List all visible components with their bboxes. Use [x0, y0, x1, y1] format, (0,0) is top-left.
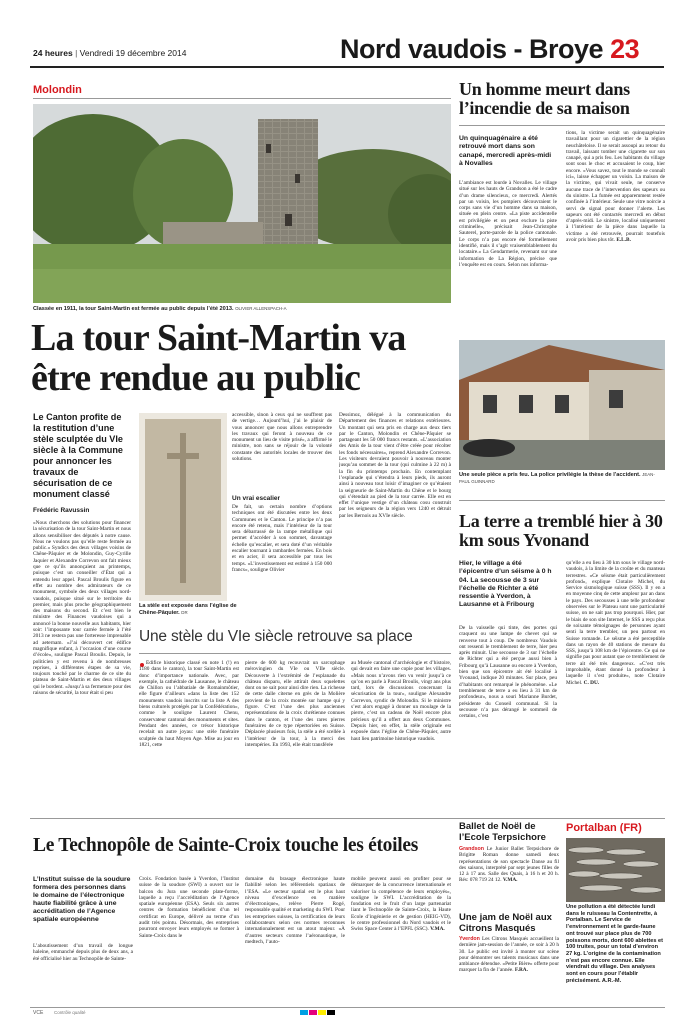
techno-lead: L’Institut suisse de la soudure formera des personnes dans le domaine de l’électronique haute fiabilité grâce à une accréditation de l’Agence spatiale européenne	[33, 876, 131, 924]
tower-illustration	[33, 104, 451, 303]
house-credit: JEAN-PAUL GUINNARD	[459, 472, 655, 484]
kicker-molondin: Molondin	[33, 84, 82, 96]
techno-col1: L’aboutissement d’un travail de longue haleine, emmanché depuis plus de deux ans, a été officialisé hier au Technopôle de Sainte-	[33, 943, 133, 962]
color-bar	[300, 1010, 335, 1015]
techno-col4	[351, 876, 451, 988]
subhead-escalier: Un vrai escalier	[232, 495, 281, 502]
quake-col2-text: qu’elle a eu lieu à 30 km sous le village nord-vaudois, à la limite de la croûte et du manteau terrestres. «Ce séisme était particulièrement profond», explique Clotaire Michel, du Service sismologique suisse (SSS). Il y en a en moyenne cinq de cette ampleur par an dans le pays. Des secousses à une telle profondeur observées sur le Plateau sont une particularité suisse, on ne sait pas trop pourquoi. Hier, par le biais de son site Internet, le SSS a reçu plus de soixante témoignages de personnes ayant senti la terre trembler, un peu partout en Suisse romande. Le séisme a été perceptible dans un rayon de 40 stations de mesure du SSS, jusqu’à 108 km de l’épicentre. Ce qui ne signifie pas pour autant que ce tremblement de terre ait été très dangereux. «C’est très improbable, étant donné la profondeur à laquelle il s’est produite», note Clotaire Michel.	[566, 560, 665, 686]
portalban-text: Une pollution a été détectée lundi dans le ruisseau la Contentrette, à Portalban. Le Service de l’environnement et le garde-faune ont trouvé sur place plus de 700 poissons morts, dont 600 ablettes et 100 truites, pour un total d’environ 27 kg. L’origine de la contamination n’est pas encore connue. Elle viendrait du village. Des analyses sont en cours pour l’établir précisément.	[566, 904, 663, 984]
footer-quality: Contrôle qualité	[54, 1010, 86, 1015]
brief2-place: Yverdon	[459, 936, 480, 942]
stele-box-col1: Édifice historique classé en note 1 (!) en 1180 dans le canton), la tour Saint-Martin est donc d’importance nationale. Avec, par exemple, la cathédrale de Lausanne, le château de Chillon ou l’abbatiale de Romainmôtier, elle figure d’ailleurs «dans la liste des 152 monuments vaudois inscrits sur la liste A des biens culturels protégés par la Confédération», comme le souligne Laurent Chenu, conservateur cantonal des monuments et sites. Pendant des années, ce trésor historique recelait un autre joyau: une stèle funéraire sculptée du haut Moyen Age. Mise au jour en 1821, cette	[139, 660, 239, 748]
brief2-title: Une jam de Noël aux Citrons Masqués	[459, 912, 552, 934]
fire-lead: Un quinquagénaire a été retrouvé mort dans son canapé, mercredi après-midi à Novalles	[459, 135, 552, 167]
main-col3: Dessimoz, délégué à la communication du Département des finances et relations extérieures. Un montant qui sera pris en charge aux deux tiers par le Canton, Molondin et Chêne-Pâquier se partageant les 50 000 francs restants. «L’association des Amis de la tour vient d’être créée pour récolter les fonds nécessaires», reprend Alexandre Correvon. Les visiteurs devraient pouvoir à nouveau monter jusqu’au sommet de la tour (qui culmine à 22 m) à la fin du printemps prochain. En contemplant l’esplanade qui s’étendra à leurs pieds, ils auront ainsi à nouveau tout loisir d’imaginer ce qu’étaient la seigneurie de Saint-Martin du Chêne et le bourg qui s’étendait au pied de la tour carrée. Elle est en effet l’unique vestige d’un château cosu construit par les seigneurs de la région vers 1240 et détruit par les Bernois au XVIe siècle.	[339, 412, 451, 519]
issue-date: Vendredi 19 décembre 2014	[79, 48, 187, 58]
quake-lead: Hier, le village a été l’épicentre d’un séisme à 0 h 04. La secousse de 3 sur l’échelle de Richter a été ressentie à Yverdon, à Lausanne et à Fribourg	[459, 560, 552, 609]
portalban-kicker: Portalban (FR)	[566, 822, 642, 834]
house-illustration	[459, 340, 665, 470]
techno-signature: V.MA.	[430, 926, 445, 933]
brief2-text: Les Citrons Masqués accueillent la dernière jam-session de l’année, ce soir à 20 h 30. Le public est invité à monter sur scène pour démontrer ses talents musicaux dans une ambiance détendue. «Petite Bière» offerte pour marquer la fin de l’année.	[459, 936, 559, 974]
fire-signature: E.L.B.	[616, 237, 631, 244]
footer-code: VCE	[33, 1010, 44, 1016]
techno-col2: Croix. Fondation basée à Yverdon, l’Institut suisse de la soudure (SWI) a ouvert sur le balcon du Jura une seconde plate-forme, laquelle a reçu l’accréditation de l’Agence spatiale européenne (ESA). Seuls six autres centres de formation bénéficient d’un tel certificat en Europe, délivré au terme d’un audit très pointu. Désormais, des entreprises pourront envoyer leurs employés se former à Sainte-Croix dans le	[139, 876, 239, 939]
quake-headline: La terre a tremblé hier à 30 km sous Yvonand	[459, 511, 663, 550]
stele-box-title: Une stèle du VIe siècle retrouve sa place	[139, 628, 413, 645]
house-photo	[459, 340, 665, 470]
stele-illustration	[139, 413, 227, 601]
paper-name: 24 heures	[33, 48, 73, 58]
brief1-title: Ballet de Noël de l’Ecole Terpsichore	[459, 821, 546, 843]
fire-col1: L’ambiance est lourde à Novalles. Le village situé sur les hauts de Grandson a été le cadre d’un drame silencieux, ce mercredi. Alertés par un voisin, les pompiers découvraient le corps sans vie d’un homme dans sa maison, située en plein centre. «La piste accidentelle est privilégiée et on peut exclure la piste criminelle», précisait Jean-Christophe Sauterel, porte-parole de la police cantonale. Le corps n’a pas encore été formellement identifié, mais il s’agit vraisemblablement du locataire.» La Gendarmerie, revenant sur une information de La Région, précise que l’enquête est en cours. Selon nos informa-	[459, 180, 557, 268]
section-title: Nord vaudois - Broye	[340, 34, 604, 64]
tower-photo	[33, 104, 451, 303]
main-col1: «Nous cherchons des solutions pour financer la sécurisation de la tour Saint-Martin et nous allons sensibiliser des députés à notre cause. Nous ne voulons pas qu’elle reste fermée au public.» Syndics des deux villages voisins de Chêne-Pâquier et de Molondin, Guy-Cyrille Jaquier et Alexandre Correvon ont fait mieux que ce qu’ils annonçaient au printemps, puisque c’est un conseiller d’État qui a entendu leur appel. Pascal Broulis figure en effet au nombre des admirateurs de ce monument, symbole des deux villages nord-vaudois, puisque situé sur le territoire du premier, mais plus proche géographiquement des maisons du second. Et c’est bien le ministre des Finances vaudoises qui a annoncé la bonne nouvelle aux habitants, hier soir: l’imposante tour carrée fermée à l’été 2013 ne restera pas une forteresse imprenable ad aeternam. «J’ai découvert cet édifice magnifique enfant, à l’occasion d’une course d’école», souligne Pascal Broulis. Depuis, le politicien y est revenu à de nombreuses reprises, à différentes étapes de sa vie, toujours touché par le charme de ce site du plateau de Saint-Martin et des deux villages qui le bordent. «Jusqu’à sa fermeture pour des raisons de sécurité, la tour était si peu	[33, 520, 131, 697]
brief1-signature: V.MA.	[502, 877, 518, 884]
stele-caption	[139, 603, 239, 616]
techno-col4-text: mobile peuvent aussi en profiter pour se démarquer de la concurrence internationale et valoriser la compétence de leurs employés», souligne le SWI. L’accréditation de la fondation est le fruit d’un large partenariat liant le Technopôle de Sainte-Croix, la Haute Ecole d’ingénierie et de gestion (HEIG-VD), le centre professionnel du Nord vaudois et le Swiss Space Center à l’EPFL (SSC).	[351, 876, 451, 933]
section-header	[340, 34, 639, 65]
techno-headline: Le Technopôle de Sainte-Croix touche les étoiles	[33, 835, 418, 856]
brief1-body	[459, 846, 559, 914]
house-caption	[459, 472, 665, 485]
fish-illustration	[566, 838, 665, 902]
techno-col3: domaine du brasage électronique haute fiabilité selon les référentiels spatiaux de l’ESA. «Le secteur spatial est le plus haut niveau d’excellence en matière d’électronique», relève Pierre Rogé, responsable qualité et marketing du SWI. Pour les entreprises suisses, la certification de leurs collaborateurs selon ces normes reconnues internationalement est un atout majeur. «À d’autres secteurs comme l’aéronautique, le medtech, l’auto-	[245, 876, 345, 945]
portalban-signature: A.R.-M.	[601, 977, 622, 984]
main-col2: accessible, sinon à ceux qui ne souffrent pas de vertige… Aujourd’hui, j’ai le plaisir de vous annoncer que nous allons entreprendre les travaux qui feront à nouveau de ce monument un lieu de visite prisé», a affirmé le ministre, non sans se réjouir de la volonté constante des autorités locales de trouver des solutions.	[232, 412, 332, 463]
stele-box-col2: pierre de 600 kg recouvrait un sarcophage mérovingien du VIe ou VIIe siècle. Découverte à l’extrémité de l’esplanade du château disparu, elle attirait deux squelettes dont on ne sait pour ainsi dire rien. La richesse de cette dalle citerne en grès de la Molière provient de la croix montée sur hampe qui y figure. C’est l’une des plus anciennes représentations de la croix chrétienne connues dans le canton, et l’une des rares pierres funéraires de ce type répertoriées en Suisse. Déplacée plusieurs fois, la stèle a été scellée à l’intérieur de la tour, à la merci des intempéries. En 1993, elle était transférée	[245, 660, 345, 748]
main-headline: La tour Saint-Martin va être rendue au public	[31, 317, 406, 399]
stele-box-col3: au Musée cantonal d’archéologie et d’histoire, qui devait en faire une copie pour les villages. «Mais nous n’avons rien vu venir jusqu’à ce qu’on en parle à Pascal Broulis, vingt ans plus tard, lors de discussions concernant la sécurisation de la tour», souligne Alexandre Correvon, syndic de Molondin. Si le ministre s’est alors engagé à donner un moulage de la pierre, c’est un cadeau de Noël encore plus précieux qu’il a offert aux deux Communes. Depuis hier, en effet, la stèle originale est exposée dans l’église de Chêne-Pâquier, autre haut lieu patrimoine historique vaudois.	[351, 660, 451, 742]
fire-col2-text: tions, la victime serait un quinquagénaire travaillant pour un cigarettier de la région neuchâteloise. Il se serait assoupi au retour du travail, laissant tomber une cigarette sur son canapé, qui a pris feu. Les habitants du village sont sous le choc et accusaient le coup, hier encore. «Vous savez, tout le monde se connaît ici», laisse échapper un voisin. La maison de la victime, qui vivait seule, ne conserve aucune trace de l’intervention des sapeurs ou du sinistre. La fumée est apparemment restée confinée à l’intérieur. Seule une vitre noircie a servi de signal pour donner l’alerte. Les sapeurs ont été contactés mercredi en début d’après-midi. Le sinistre, localisé uniquement à l’intérieur de la pièce dans laquelle la victime a été retrouvée, pourrait toutefois avoir pris bien plus tôt.	[566, 130, 665, 244]
fire-headline: Un homme meurt dans l’incendie de sa maison	[459, 79, 630, 118]
fish-photo	[566, 838, 665, 902]
stele-credit: DR	[181, 609, 188, 615]
house-caption-text: Une seule pièce a pris feu. La police privilégie la thèse de l’accident.	[459, 472, 641, 478]
main-lead: Le Canton profite de la restitution d’une stèle sculptée du VIe siècle à la Commune pour annoncer les travaux de sécurisation de ce monument classé	[33, 412, 123, 499]
brief1-place: Grandson	[459, 846, 485, 852]
quake-col2	[566, 560, 665, 810]
photo-credit: OLIVIER ALLENSPACH-A	[235, 306, 287, 311]
fire-col2	[566, 130, 665, 330]
masthead-info: 24 heures | Vendredi 19 décembre 2014	[33, 48, 187, 58]
portalban-body	[566, 904, 665, 984]
brief2-body	[459, 936, 559, 998]
author: Frédéric Ravussin	[33, 507, 90, 514]
tower-photo-caption	[33, 306, 453, 313]
quake-signature: C. DU.	[583, 679, 600, 686]
page-number: 23	[610, 34, 640, 64]
caption-text: Classée en 1911, la tour Saint-Martin est fermée au public depuis l’été 2013.	[33, 306, 234, 312]
quake-col1: De la vaisselle qui tinte, des portes qui craquent ou une lampe de chevet qui se renverse tout à coup. De nombreux Vaudois ont ressenti le tremblement de terre, hier peu après minuit. Une secousse de 3 sur l’échelle de Richter qui a été perçue aussi bien à Fribourg qu’à Lausanne ou encore à Yverdon, bien que son épicentre ait été localisé à Yvonand, indique 20 minutes. Sur place, peu d’habitants ont remarqué le phénomène. «Le tremblement de terre a eu lieu à 31 km de profondeur», nous a souri Marianne Burdet, présidente du Conseil communal. Si la secousse n’a pas dérangé le sommeil de certains, c’est	[459, 625, 557, 720]
brief2-signature: F.RA.	[514, 967, 528, 974]
main-col2b: De fait, un certain nombre d’options techniques ont été discutées entre les deux Communes et le Canton. Le principe n’a pas encore été retenu, mais l’intérieur de la tour sera débarrassé de la rampe métallique qui permet d’accéder à son sommet, davantage échelle qu’escalier, et sera doté d’un véritable escalier tournant à rambardes fermées. En bois et en acier, il sera accessible par tous les temps. «L’investissement est estimé à 150 000 francs», souligne Olivier	[232, 504, 332, 573]
stele-caption-text: La stèle est exposée dans l’église de Chêne-Pâquier.	[139, 603, 237, 616]
stele-photo	[139, 413, 227, 601]
brief1-text: Le Junior Ballet Terpsichore de Brigitte Roman donne samedi deux représentations de son spectacle Danse au fil des saisons, interprété par sept jeunes filles de 12 à 17 ans. Salle des Quais, à 16 h et 20 h. Rés: 078 719 24 12.	[459, 846, 559, 884]
